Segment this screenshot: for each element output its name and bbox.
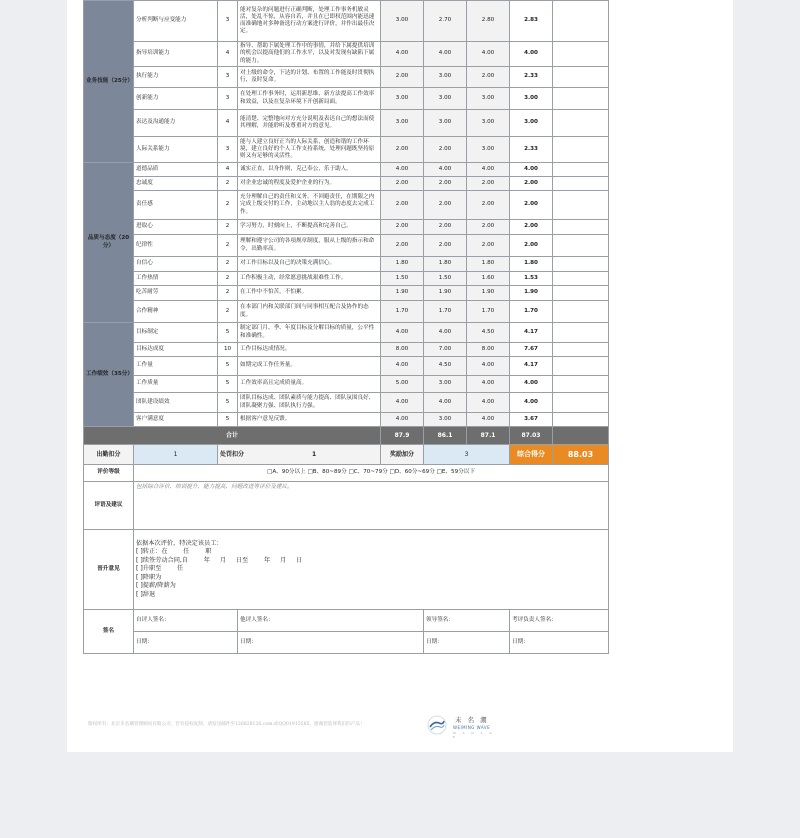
remark-cell[interactable] <box>553 413 609 427</box>
other-signature[interactable]: 他评人签名： <box>238 610 424 632</box>
item-description: 能对复杂的问题进行正确判断，处理工作事务机敏灵活，处乱不惊，从容自若，并且在已即权范围内能迅速而准确地对多种备选行动方案进行评价，并作出最佳决定。 <box>238 1 381 42</box>
reviewer-date[interactable]: 日期： <box>510 632 609 654</box>
score-2[interactable]: 2.00 <box>424 177 467 191</box>
total-empty <box>553 427 609 445</box>
total-row <box>84 427 609 445</box>
item-description: 工作积极主动，经常愿意挑战艰难性工作。 <box>238 272 381 286</box>
item-name: 自信心 <box>134 257 218 272</box>
item-description: 充分理解自己的责任和义务，不回避责任，在期限之内完成上级交付的工作，主动地以主人翁的态度去完成工作。 <box>238 191 381 220</box>
score-1[interactable]: 5.00 <box>381 376 424 393</box>
evaluation-table <box>83 0 609 654</box>
promotion-option[interactable]: [ ]提薪/降薪为 <box>136 582 176 590</box>
item-name: 道德品质 <box>134 163 218 177</box>
score-2[interactable]: 4.00 <box>424 393 467 413</box>
score-2[interactable]: 4.00 <box>424 163 467 177</box>
score-2[interactable]: 1.80 <box>424 257 467 272</box>
score-3[interactable]: 4.00 <box>467 357 510 376</box>
total-score-2: 86.1 <box>424 427 467 445</box>
score-1[interactable]: 2.00 <box>381 137 424 163</box>
total-label: 合计 <box>84 427 381 445</box>
score-1[interactable]: 2.00 <box>381 191 424 220</box>
promotion-option[interactable]: [ ]辞退 <box>136 590 156 598</box>
score-row <box>84 235 609 257</box>
weight-value: 2 <box>218 301 238 323</box>
company-logo <box>427 713 497 739</box>
weight-value: 2 <box>218 191 238 220</box>
score-row <box>84 357 609 376</box>
logo-subtitle: M · A · N · A · G · E <box>453 731 497 739</box>
score-2[interactable]: 4.50 <box>424 357 467 376</box>
score-3[interactable]: 2.80 <box>467 1 510 42</box>
score-2[interactable]: 3.00 <box>424 413 467 427</box>
score-1[interactable]: 1.90 <box>381 286 424 301</box>
average-score: 7.67 <box>510 343 553 357</box>
category-label: 业务技能（25分） <box>84 1 134 163</box>
score-row <box>84 163 609 177</box>
average-score: 4.17 <box>510 357 553 376</box>
promotion-option[interactable]: [ ]升职至 任 <box>136 565 184 573</box>
score-row <box>84 137 609 163</box>
item-name: 目标达成度 <box>134 343 218 357</box>
weight-value: 3 <box>218 88 238 110</box>
score-2[interactable]: 4.00 <box>424 323 467 343</box>
attendance-label: 出勤扣分 <box>84 445 134 465</box>
score-2[interactable]: 1.50 <box>424 272 467 286</box>
bonus-value[interactable]: 3 <box>424 445 510 465</box>
score-3[interactable]: 1.90 <box>467 286 510 301</box>
item-name: 进取心 <box>134 220 218 235</box>
average-score: 4.00 <box>510 393 553 413</box>
remark-cell[interactable] <box>553 1 609 42</box>
item-description: 根据客户意见反馈。 <box>238 413 381 427</box>
remark-cell[interactable] <box>553 88 609 110</box>
score-row <box>84 110 609 137</box>
total-score-3: 87.1 <box>467 427 510 445</box>
item-name: 工作质量 <box>134 376 218 393</box>
category-label: 品质与态度（20分） <box>84 163 134 323</box>
weight-value: 5 <box>218 323 238 343</box>
score-2[interactable]: 2.00 <box>424 235 467 257</box>
score-2[interactable]: 7.00 <box>424 343 467 357</box>
score-2[interactable]: 2.00 <box>424 220 467 235</box>
item-description: 如期完成工作任务量。 <box>238 357 381 376</box>
item-name: 创新能力 <box>134 88 218 110</box>
remark-cell[interactable] <box>553 163 609 177</box>
score-3[interactable]: 3.00 <box>467 88 510 110</box>
promotion-label: 晋升意见 <box>84 530 134 610</box>
score-3[interactable]: 3.00 <box>467 110 510 137</box>
weight-value: 2 <box>218 257 238 272</box>
item-description: 指导、帮助下属处理工作中的事情，并给下属提供培训的机会以提高他们的工作水平，以及对发现有缺陷下属的能力。 <box>238 42 381 67</box>
score-3[interactable]: 4.00 <box>467 42 510 67</box>
score-1[interactable]: 4.00 <box>381 413 424 427</box>
promotion-option[interactable]: [ ]续签劳动合同,自 年 月 日至 年 月 日 <box>136 556 303 564</box>
average-score: 2.33 <box>510 67 553 88</box>
weight-value: 10 <box>218 343 238 357</box>
item-description: 对企业忠诚的程度及爱护企业的行为。 <box>238 177 381 191</box>
promotion-option[interactable]: [ ]转正：在 任 职 <box>136 548 212 556</box>
remark-cell[interactable] <box>553 257 609 272</box>
remark-cell[interactable] <box>553 376 609 393</box>
item-description: 学习努力，时刻向上，不断提高和完善自己。 <box>238 220 381 235</box>
comments-label: 评语及建议 <box>84 482 134 530</box>
score-row <box>84 88 609 110</box>
score-3[interactable]: 8.00 <box>467 343 510 357</box>
logo-english: WEIMING WAVE <box>453 725 491 730</box>
score-1[interactable]: 4.00 <box>381 323 424 343</box>
signature-row <box>84 610 609 632</box>
date-row <box>84 632 609 654</box>
average-score: 2.00 <box>510 191 553 220</box>
score-1[interactable]: 1.50 <box>381 272 424 286</box>
average-score: 3.00 <box>510 88 553 110</box>
remark-cell[interactable] <box>553 220 609 235</box>
item-name: 合作精神 <box>134 301 218 323</box>
score-2[interactable]: 3.00 <box>424 67 467 88</box>
score-3[interactable]: 2.00 <box>467 235 510 257</box>
score-1[interactable]: 1.70 <box>381 301 424 323</box>
promotion-intro: 依据本次评价，特决定该员工： <box>136 540 223 548</box>
item-description: 在工作中不怕苦，不怕累。 <box>238 286 381 301</box>
remark-cell[interactable] <box>553 286 609 301</box>
score-2[interactable]: 2.00 <box>424 137 467 163</box>
score-row <box>84 376 609 393</box>
other-date[interactable]: 日期： <box>238 632 424 654</box>
score-3[interactable]: 4.00 <box>467 163 510 177</box>
weight-value: 5 <box>218 413 238 427</box>
item-description: 诚实正直，以身作则，克己奉公，乐于助人。 <box>238 163 381 177</box>
score-3[interactable]: 4.00 <box>467 413 510 427</box>
average-score: 2.00 <box>510 177 553 191</box>
weight-value: 3 <box>218 67 238 88</box>
score-2[interactable]: 3.00 <box>424 110 467 137</box>
average-score: 4.00 <box>510 376 553 393</box>
item-name: 纪律性 <box>134 235 218 257</box>
score-2[interactable]: 3.00 <box>424 376 467 393</box>
wave-logo-icon <box>427 715 447 735</box>
score-row <box>84 301 609 323</box>
score-row <box>84 220 609 235</box>
average-score: 1.80 <box>510 257 553 272</box>
score-1[interactable]: 8.00 <box>381 343 424 357</box>
comments-row <box>84 482 609 530</box>
leader-signature[interactable]: 领导签名： <box>424 610 510 632</box>
average-score: 3.00 <box>510 110 553 137</box>
item-description: 理解和遵守公司的各项规章制度，服从上级的指示和命令，出勤率高。 <box>238 235 381 257</box>
comments-hint[interactable]: 包括综合评价、培训提升、能力提高、问题改进等评价及建议。 <box>134 482 609 530</box>
copyright-text: 版权所有：北京未名潮管理顾问有限公司，若有侵权复制，请发送邮件至126828126.com.或QQ01915585，感谢您选择我们的产品！ <box>88 722 365 727</box>
average-score: 2.00 <box>510 220 553 235</box>
reviewer-signature[interactable]: 考评负责人签名： <box>510 610 609 632</box>
score-row <box>84 323 609 343</box>
grade-label: 评价等级 <box>84 465 134 482</box>
score-row <box>84 177 609 191</box>
score-2[interactable]: 1.90 <box>424 286 467 301</box>
weight-value: 3 <box>218 1 238 42</box>
signature-label: 签名 <box>84 610 134 654</box>
item-name: 分析判断与应变能力 <box>134 1 218 42</box>
score-1[interactable]: 3.00 <box>381 110 424 137</box>
remark-cell[interactable] <box>553 110 609 137</box>
total-score-1: 87.9 <box>381 427 424 445</box>
score-row <box>84 67 609 88</box>
score-2[interactable]: 2.00 <box>424 191 467 220</box>
remark-cell[interactable] <box>553 235 609 257</box>
category-label: 工作绩效（35分） <box>84 323 134 427</box>
item-name: 工作热情 <box>134 272 218 286</box>
remark-cell[interactable] <box>553 42 609 67</box>
item-description: 工作目标达成情况。 <box>238 343 381 357</box>
score-1[interactable]: 2.00 <box>381 177 424 191</box>
remark-cell[interactable] <box>553 67 609 88</box>
remark-cell[interactable] <box>553 137 609 163</box>
score-1[interactable]: 3.00 <box>381 88 424 110</box>
score-2[interactable]: 1.70 <box>424 301 467 323</box>
final-score-value: 88.03 <box>553 445 609 465</box>
item-name: 目标制定 <box>134 323 218 343</box>
item-description: 在处理工作事务时，运用新思维、新方法提高工作效率和效益，以及在复杂环境下开创新局面。 <box>238 88 381 110</box>
weight-value: 5 <box>218 393 238 413</box>
score-2[interactable]: 4.00 <box>424 42 467 67</box>
weight-value: 3 <box>218 137 238 163</box>
discipline-label: 处罚扣分 <box>220 450 245 458</box>
remark-cell[interactable] <box>553 323 609 343</box>
score-3[interactable]: 2.00 <box>467 220 510 235</box>
item-name: 吃苦耐劳 <box>134 286 218 301</box>
grade-options[interactable]: □A、90分以上 □B、80~89分 □C、70~79分 □D、60分~69分 □E、59分以下 <box>134 465 609 482</box>
remark-cell[interactable] <box>553 177 609 191</box>
score-1[interactable]: 2.00 <box>381 235 424 257</box>
item-name: 工作量 <box>134 357 218 376</box>
item-description: 能与人建立良好正当的人际关系，创造和谐的工作环境，建立良好的个人工作支持系统，处理问题既坚持原则又有足够的灵活性。 <box>238 137 381 163</box>
score-row <box>84 393 609 413</box>
score-row <box>84 286 609 301</box>
item-description: 能清楚、完整地向对方充分说明及表达自己的想法而使其理解，并能聆听及尊重对方的意见。 <box>238 110 381 137</box>
remark-cell[interactable] <box>553 191 609 220</box>
weight-value: 2 <box>218 286 238 301</box>
score-1[interactable]: 4.00 <box>381 163 424 177</box>
score-3[interactable]: 2.00 <box>467 191 510 220</box>
score-row <box>84 257 609 272</box>
score-3[interactable]: 3.00 <box>467 137 510 163</box>
weight-value: 2 <box>218 272 238 286</box>
score-1[interactable]: 4.00 <box>381 42 424 67</box>
item-description: 在本部门内和关联部门间与同事相互配合及协作的态度。 <box>238 301 381 323</box>
score-3[interactable]: 1.60 <box>467 272 510 286</box>
item-name: 团队建设绩效 <box>134 393 218 413</box>
item-name: 客户满意度 <box>134 413 218 427</box>
average-score: 1.53 <box>510 272 553 286</box>
grade-row <box>84 465 609 482</box>
score-3[interactable]: 2.00 <box>467 177 510 191</box>
item-name: 人际关系能力 <box>134 137 218 163</box>
score-1[interactable]: 1.80 <box>381 257 424 272</box>
item-name: 执行能力 <box>134 67 218 88</box>
weight-value: 4 <box>218 163 238 177</box>
score-1[interactable]: 2.00 <box>381 220 424 235</box>
score-1[interactable]: 3.00 <box>381 1 424 42</box>
item-name: 指导培训能力 <box>134 42 218 67</box>
average-score: 2.83 <box>510 1 553 42</box>
score-2[interactable]: 2.70 <box>424 1 467 42</box>
score-3[interactable]: 4.00 <box>467 393 510 413</box>
weight-value: 2 <box>218 220 238 235</box>
logo-name: 未 名 潮 <box>455 716 489 724</box>
score-1[interactable]: 2.00 <box>381 67 424 88</box>
bonus-label: 奖励加分 <box>381 445 424 465</box>
average-score: 2.00 <box>510 235 553 257</box>
promotion-row <box>84 530 609 610</box>
penalty-row <box>84 445 609 465</box>
remark-cell[interactable] <box>553 357 609 376</box>
item-description: 工作效率高且完成质量高。 <box>238 376 381 393</box>
total-average: 87.03 <box>510 427 553 445</box>
score-row <box>84 343 609 357</box>
average-score: 1.90 <box>510 286 553 301</box>
score-3[interactable]: 4.50 <box>467 323 510 343</box>
weight-value: 5 <box>218 376 238 393</box>
weight-value: 4 <box>218 110 238 137</box>
weight-value: 4 <box>218 42 238 67</box>
average-score: 4.00 <box>510 42 553 67</box>
score-3[interactable]: 4.00 <box>467 376 510 393</box>
remark-cell[interactable] <box>553 343 609 357</box>
average-score: 2.33 <box>510 137 553 163</box>
discipline-value[interactable]: 1 <box>312 450 317 458</box>
score-3[interactable]: 2.00 <box>467 67 510 88</box>
item-name: 责任感 <box>134 191 218 220</box>
leader-date[interactable]: 日期： <box>424 632 510 654</box>
self-date[interactable]: 日期： <box>134 632 238 654</box>
weight-value: 2 <box>218 177 238 191</box>
item-description: 对上级的命令，下达的计划、布置的工作能及时贯彻执行，及时复命。 <box>238 67 381 88</box>
weight-value: 2 <box>218 235 238 257</box>
score-row <box>84 1 609 42</box>
attendance-value[interactable]: 1 <box>134 445 218 465</box>
average-score: 1.70 <box>510 301 553 323</box>
item-description: 制定部门月、季、年度目标及分解目标的质量，公平性和准确性。 <box>238 323 381 343</box>
average-score: 3.67 <box>510 413 553 427</box>
score-2[interactable]: 3.00 <box>424 88 467 110</box>
item-description: 团队目标达成、团队素质与能力提高、团队氛围良好、团队凝聚力强、团队执行力强。 <box>238 393 381 413</box>
item-name: 表达及沟通能力 <box>134 110 218 137</box>
score-1[interactable]: 4.00 <box>381 357 424 376</box>
item-description: 对工作目标以及自己的决策充满信心。 <box>238 257 381 272</box>
score-row <box>84 413 609 427</box>
score-row <box>84 272 609 286</box>
score-1[interactable]: 4.00 <box>381 393 424 413</box>
score-3[interactable]: 1.80 <box>467 257 510 272</box>
remark-cell[interactable] <box>553 301 609 323</box>
promotion-option[interactable]: [ ]降职为 <box>136 573 162 581</box>
self-signature[interactable]: 自评人签名： <box>134 610 238 632</box>
score-3[interactable]: 1.70 <box>467 301 510 323</box>
score-row <box>84 191 609 220</box>
weight-value: 5 <box>218 357 238 376</box>
item-name: 忠诚度 <box>134 177 218 191</box>
average-score: 4.00 <box>510 163 553 177</box>
average-score: 4.17 <box>510 323 553 343</box>
final-score-label: 综合得分 <box>510 445 553 465</box>
remark-cell[interactable] <box>553 393 609 413</box>
remark-cell[interactable] <box>553 272 609 286</box>
score-row <box>84 42 609 67</box>
